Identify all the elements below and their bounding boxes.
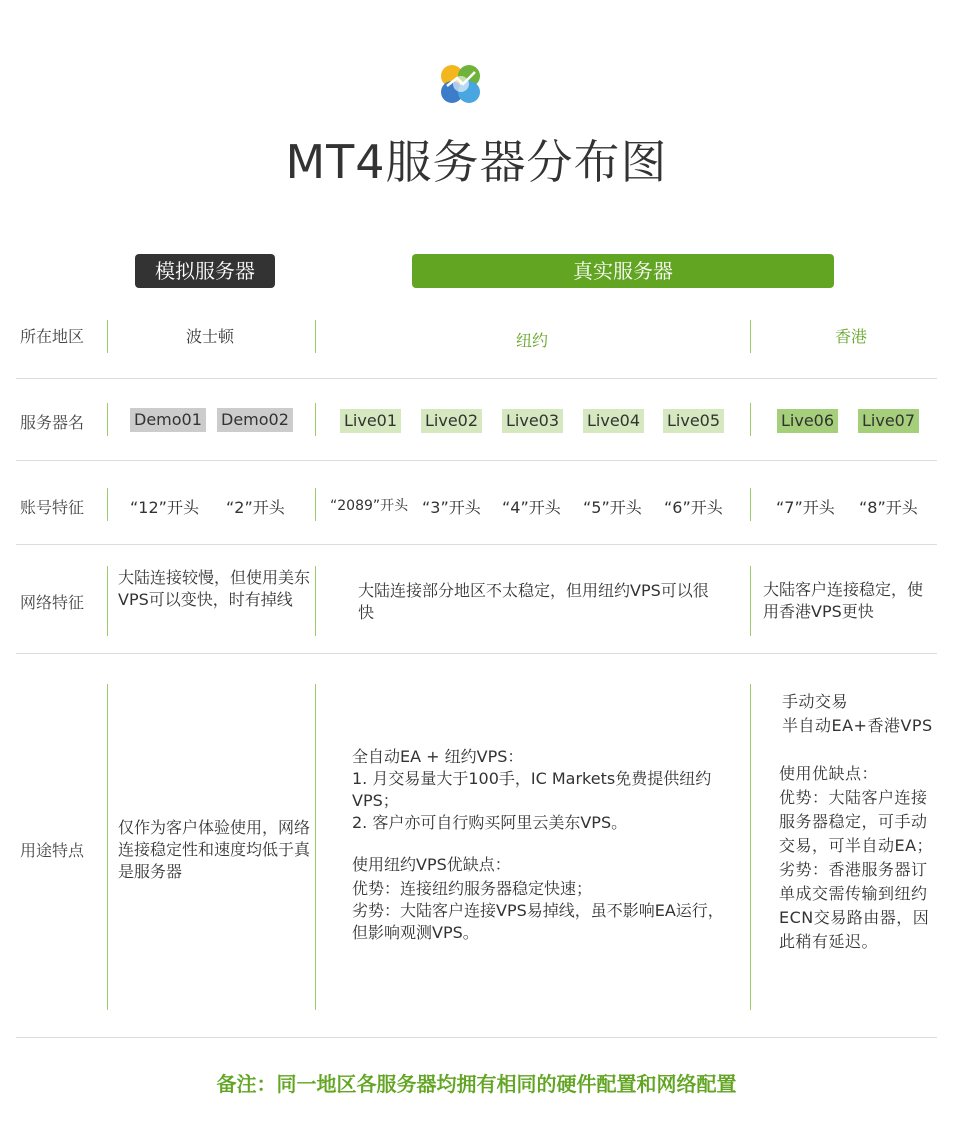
page-title: MT4服务器分布图 [285,135,668,189]
column-divider [107,488,108,521]
account-live-8: “8”开头 [859,498,918,517]
usage-newyork-line: 使用纽约VPS优缺点： [352,855,511,874]
row-divider [16,653,937,654]
server-live01: Live01 [340,409,401,433]
column-divider [750,488,751,521]
region-boston: 波士顿 [186,327,235,346]
network-demo: 大陆连接较慢，但使用美东VPS可以变快，时有掉线 [118,568,311,609]
column-divider [107,684,108,1010]
network-hongkong: 大陆客户连接稳定，使用香港VPS更快 [763,580,924,621]
network-newyork: 大陆连接部分地区不太稳定，但用纽约VPS可以很快 [358,581,709,622]
row-label-server-name: 服务器名 [20,413,85,432]
column-divider [315,403,316,436]
row-label-network: 网络特征 [20,593,85,612]
real-server-header: 真实服务器 [412,254,834,288]
usage-newyork-line: 1. 月交易量大于100手，IC Markets免费提供纽约VPS； [352,769,712,810]
column-divider [107,403,108,436]
server-live06: Live06 [777,409,838,433]
usage-newyork [352,746,732,944]
column-divider [107,320,108,353]
row-divider [16,460,937,461]
region-hongkong: 香港 [835,327,868,346]
usage-hongkong-line: 手动交易 [782,692,849,711]
account-live-7: “7”开头 [776,498,835,517]
account-live-4: “4”开头 [502,498,561,517]
row-divider [16,544,937,545]
row-divider [16,1037,937,1038]
column-divider [315,488,316,521]
server-live03: Live03 [502,409,563,433]
account-live-6: “6”开头 [664,498,723,517]
column-divider [750,320,751,353]
usage-newyork-line: 2. 客户亦可自行购买阿里云美东VPS。 [352,813,628,832]
usage-newyork-line: 优势：连接纽约服务器稳定快速； [352,879,593,898]
account-demo-2: “2”开头 [226,498,285,517]
usage-hongkong-line: 优势：大陆客户连接服务器稳定，可手动交易，可半自动EA； [779,788,934,855]
account-live-2089: “2089”开头 [330,498,409,514]
server-live07: Live07 [858,409,919,433]
column-divider [315,320,316,353]
footer-note: 备注：同一地区各服务器均拥有相同的硬件配置和网络配置 [216,1072,737,1096]
account-live-5: “5”开头 [583,498,642,517]
account-live-3: “3”开头 [422,498,481,517]
usage-hongkong [779,690,939,954]
usage-hongkong-line: 使用优缺点： [779,764,879,783]
server-live05: Live05 [663,409,724,433]
row-label-usage: 用途特点 [20,841,85,860]
usage-newyork-line: 全自动EA + 纽约VPS： [352,747,524,766]
region-newyork: 纽约 [516,331,549,350]
account-demo-12: “12”开头 [130,498,199,517]
server-demo02: Demo02 [217,408,293,432]
demo-server-header: 模拟服务器 [135,254,275,288]
column-divider [107,566,108,636]
column-divider [315,684,316,1010]
column-divider [750,566,751,636]
usage-hongkong-line: 劣势：香港服务器订单成交需传输到纽约ECN交易路由器，因此稍有延迟。 [779,860,930,951]
row-divider [16,378,937,379]
row-label-account: 账号特征 [20,498,85,517]
usage-newyork-line: 劣势：大陆客户连接VPS易掉线，虽不影响EA运行，但影响观测VPS。 [352,901,724,942]
column-divider [315,566,316,636]
usage-hongkong-line: 半自动EA+香港VPS [782,716,933,735]
row-label-region: 所在地区 [20,327,85,346]
column-divider [750,684,751,1010]
usage-demo: 仅作为客户体验使用，网络连接稳定性和速度均低于真是服务器 [118,818,311,881]
metatrader-logo-icon [433,56,489,112]
server-demo01: Demo01 [130,408,206,432]
server-live04: Live04 [583,409,644,433]
server-live02: Live02 [421,409,482,433]
column-divider [750,403,751,436]
